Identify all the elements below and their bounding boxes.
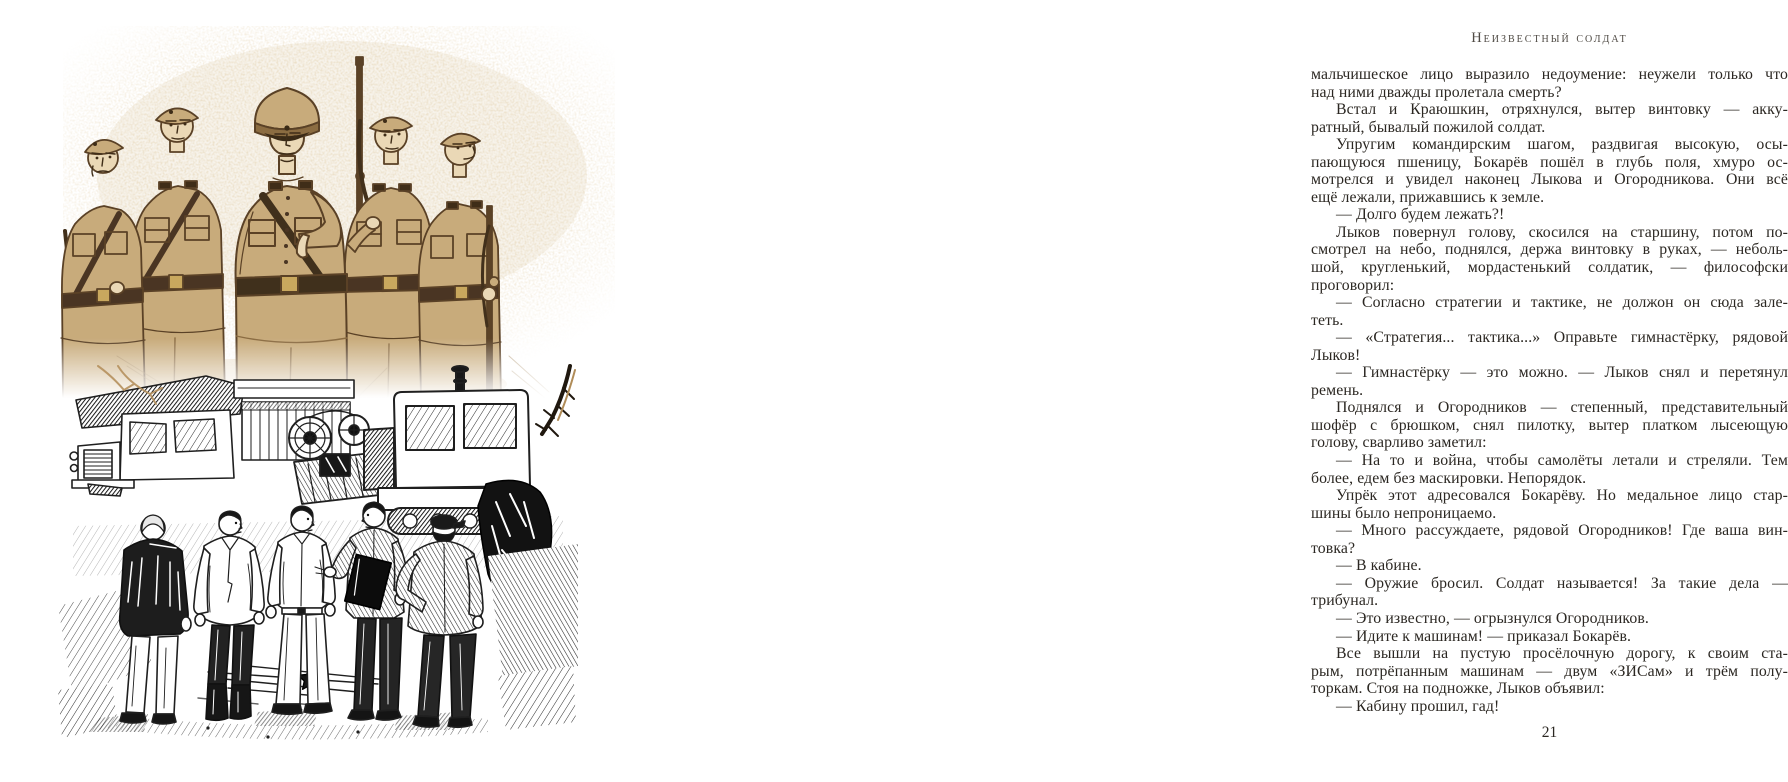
- branch: [536, 366, 575, 436]
- illustration-soldiers: [57, 26, 622, 398]
- paragraph: [1311, 294, 1788, 329]
- text-line: пающуюся пшеницу, Бокарёв пошёл в глубь поля, хмуро ос-: [1311, 153, 1788, 171]
- text-line: шины было непроницаемо.: [1311, 504, 1497, 522]
- text-line: ещё лежали, прижавшись к земле.: [1311, 188, 1545, 206]
- paragraph: [1311, 575, 1788, 610]
- text-line: смотрел на небо, поднялся, держа винтовку в руках, — неболь-: [1311, 241, 1788, 259]
- paragraph: [1311, 628, 1788, 646]
- paragraph: [1311, 136, 1788, 206]
- text-line: товка?: [1311, 539, 1356, 557]
- text-line: Упругим командирским шагом, раздвигая высокую, осы-: [1336, 136, 1788, 154]
- text-line: — Согласно стратегии и тактике, не должон он сюда зале-: [1336, 294, 1788, 312]
- text-line: ремень.: [1311, 381, 1364, 399]
- paragraph: [1311, 557, 1788, 575]
- text-line: рым, потрёпанным машинам — двум «ЗИСам» и трём полу-: [1311, 662, 1788, 680]
- text-line: Поднялся и Огородников — степенный, представительный: [1336, 399, 1788, 417]
- text-line: ратный, бывалый пожилой солдат.: [1311, 118, 1546, 136]
- text-line: более, едем без маскировки. Непорядок.: [1311, 469, 1587, 487]
- text-line: — Это известно, — огрызнулся Огородников.: [1336, 609, 1649, 627]
- text-line: — Гимнастёрку — это можно. — Лыков снял и перетянул: [1336, 364, 1788, 382]
- text-line: Все вышли на пустую просёлочную дорогу, к своим ста-: [1336, 645, 1788, 663]
- paragraph: [1311, 66, 1788, 101]
- text-line: Упрёк этот адресовался Бокарёву. Но медальное лицо стар-: [1336, 487, 1788, 505]
- text-line: — Кабину прошил, гад!: [1336, 697, 1500, 715]
- text-line: Лыков повернул голову, скосился на старшину, потом по-: [1336, 223, 1788, 241]
- paragraph: [1311, 224, 1788, 294]
- text-line: торкам. Стоя на подножке, Лыков объявил:: [1311, 680, 1605, 698]
- text-line: теть.: [1311, 311, 1344, 329]
- paragraph: [1311, 698, 1788, 716]
- paragraph: [1311, 645, 1788, 698]
- text-line: мальчишеское лицо выразило недоумение: неужели только что: [1311, 66, 1788, 83]
- running-head: Неизвестный солдат: [1471, 30, 1628, 46]
- text-line: голову, сварливо заметил:: [1311, 434, 1487, 452]
- paragraph: [1311, 610, 1788, 628]
- text-line: шофёр с брюшком, снял пилотку, вытер платком лысеющую: [1311, 416, 1788, 434]
- text-line: трибунал.: [1311, 592, 1379, 610]
- page-number: 21: [1541, 724, 1558, 741]
- paragraph: [1311, 364, 1788, 399]
- illustration-truck-scene: [58, 366, 578, 744]
- text-line: — Идите к машинам! — приказал Бокарёв.: [1336, 627, 1632, 645]
- text-line: проговорил:: [1311, 276, 1395, 294]
- text-line: Лыков!: [1311, 346, 1361, 364]
- paragraph: [1311, 206, 1788, 224]
- text-line: — Долго будем лежать?!: [1336, 206, 1505, 224]
- text-line: шой, кругленький, мордастенький солдатик, — философски: [1311, 259, 1788, 277]
- text-line: над ними дважды пролетала смерть?: [1311, 83, 1562, 101]
- body-text: [1311, 66, 1788, 715]
- paragraph: [1311, 399, 1788, 452]
- paragraph: [1311, 522, 1788, 557]
- paragraph: [1311, 452, 1788, 487]
- text-line: — Оружие бросил. Солдат называется! За такие дела —: [1336, 574, 1788, 592]
- paragraph: [1311, 487, 1788, 522]
- text-line: — Много рассуждаете, рядовой Огородников! Где ваша вин-: [1336, 522, 1788, 540]
- text-line: Встал и Краюшкин, отряхнулся, вытер винтовку — акку-: [1336, 101, 1788, 119]
- paragraph: [1311, 101, 1788, 136]
- paragraph: [1311, 329, 1788, 364]
- text-line: — В кабине.: [1336, 557, 1422, 575]
- text-line: мотрелся и увидел наконец Лыкова и Огородникова. Они всё: [1311, 171, 1788, 189]
- text-line: — На то и война, чтобы самолёты летали и стреляли. Тем: [1336, 452, 1788, 470]
- page-left: [0, 0, 648, 782]
- page-right: [648, 0, 1788, 782]
- truck-left: [70, 376, 244, 496]
- text-line: — «Стратегия... тактика...» Оправьте гимнастёрку, рядовой: [1336, 329, 1788, 347]
